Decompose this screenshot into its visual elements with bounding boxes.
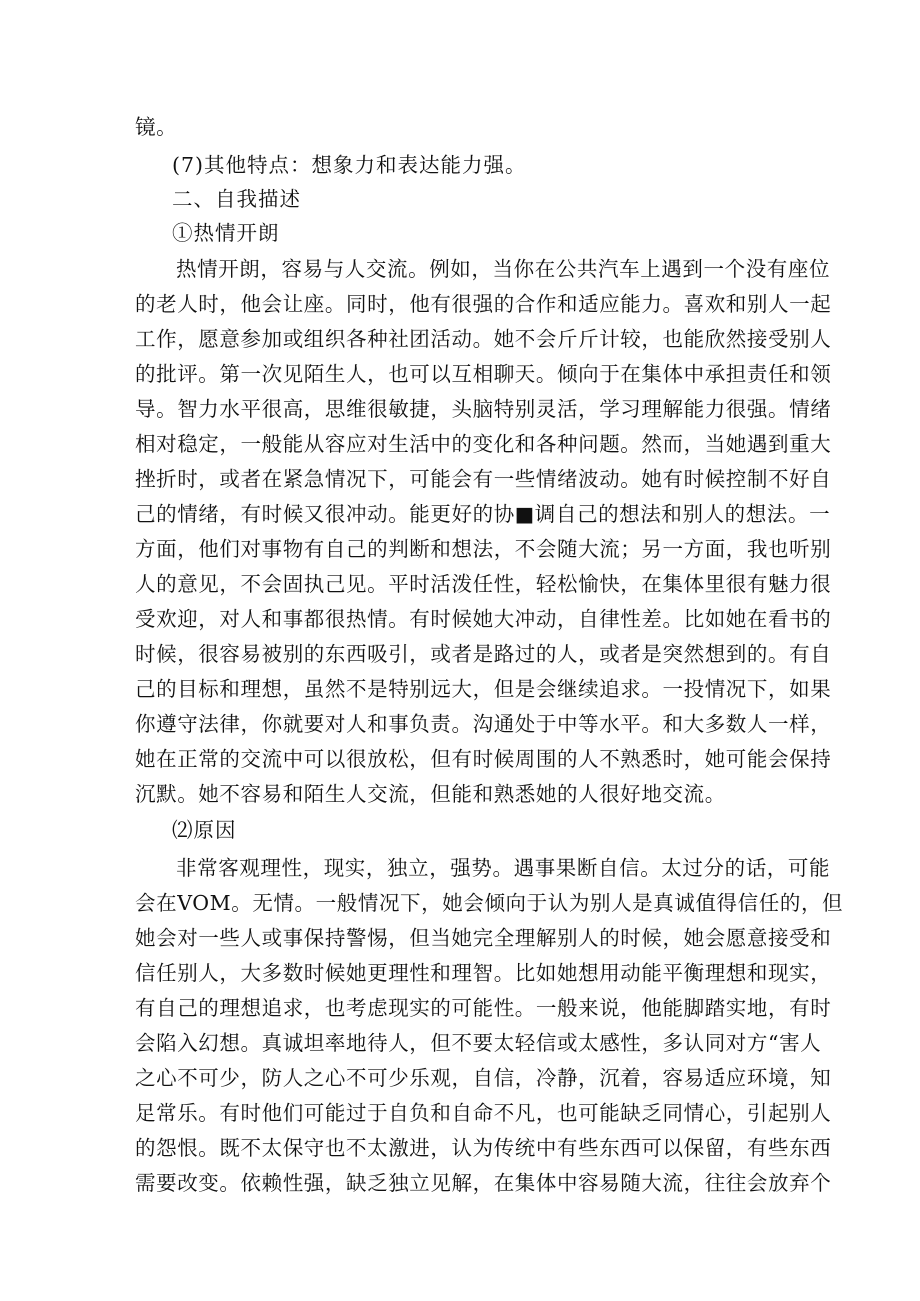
paragraph-line: 的怨恨。既不太保守也不太激进，认为传统中有些东西可以保留，有些东西 [135, 1136, 832, 1160]
paragraph-line: 热情开朗，容易与人交流。例如，当你在公共汽车上遇到一个没有座位 [176, 257, 831, 281]
section-heading: 二、自我描述 [172, 187, 301, 211]
paragraph-line: 己的情绪，有时候又很冲动。能更好的协■调自己的想法和别人的想法。一 [135, 502, 831, 526]
paragraph-line: 有自己的理想追求，也考虑现实的可能性。一般来说，他能脚踏实地，有时 [135, 996, 832, 1020]
section-item-7: (7)其他特点：想象力和表达能力强。 [172, 153, 527, 177]
paragraph-line: 会在VOM。无情。一般情况下，她会倾向于认为别人是真诚值得信任的，但 [135, 891, 844, 915]
paragraph-line: 受欢迎，对人和事都很热情。有时候她大冲动，自律性差。比如她在看书的 [135, 607, 832, 631]
paragraph-line: 工作，愿意参加或组织各种社团活动。她不会斤斤计较，也能欣然接受别人 [135, 327, 832, 351]
paragraph-line: 她在正常的交流中可以很放松，但有时候周围的人不熟悉时，她可能会保持 [135, 747, 832, 771]
paragraph-line: 信任别人，大多数时候她更理性和理智。比如她想用动能平衡理想和现实， [135, 961, 832, 985]
paragraph-line: 时候，很容易被别的东西吸引，或者是路过的人，或者是突然想到的。有自 [135, 642, 832, 666]
paragraph-line: 沉默。她不容易和陌生人交流，但能和熟悉她的人很好地交流。 [135, 782, 726, 806]
paragraph-line: 相对稳定，一般能从容应对生活中的变化和各种问题。然而，当她遇到重大 [135, 432, 832, 456]
text-line: 镜。 [135, 115, 178, 139]
paragraph-line: 她会对一些人或事保持警惕，但当她完全理解别人的时候，她会愿意接受和 [135, 926, 832, 950]
paragraph-line: 会陷入幻想。真诚坦率地待人，但不要太轻信或太感性，多认同对方“害人 [135, 1031, 822, 1055]
paragraph-line: 足常乐。有时他们可能过于自负和自命不凡，也可能缺乏同情心，引起别人 [135, 1101, 832, 1125]
paragraph-line: 人的意见，不会固执己见。平时活泼任性，轻松愉快，在集体里很有魅力很 [135, 572, 832, 596]
paragraph-line: 方面，他们对事物有自己的判断和想法，不会随大流；另一方面，我也听别 [135, 537, 832, 561]
subsection-heading: ⑵原因 [172, 818, 237, 842]
paragraph-line: 需要改变。依赖性强，缺乏独立见解，在集体中容易随大流，往往会放弃个 [135, 1171, 832, 1195]
paragraph-line: 挫折时，或者在紧急情况下，可能会有一些情绪波动。她有时候控制不好自 [135, 467, 832, 491]
paragraph-line: 己的目标和理想，虽然不是特别远大，但是会继续追求。一投情况下，如果 [135, 677, 832, 701]
paragraph-line: 非常客观理性，现实，独立，强势。遇事果断自信。太过分的话，可能 [176, 856, 831, 880]
paragraph-line: 的老人时，他会让座。同时，他有很强的合作和适应能力。喜欢和别人一起 [135, 292, 832, 316]
paragraph-line: 之心不可少，防人之心不可少乐观，自信，冷静，沉着，容易适应环境，知 [135, 1066, 832, 1090]
paragraph-line: 你遵守法律，你就要对人和事负责。沟通处于中等水平。和大多数人一样， [135, 712, 832, 736]
paragraph-line: 的批评。第一次见陌生人，也可以互相聊天。倾向于在集体中承担责任和领 [135, 362, 832, 386]
paragraph-line: 导。智力水平很高，思维很敏捷，头脑特别灵活，学习理解能力很强。情绪 [135, 397, 832, 421]
subsection-heading: ①热情开朗 [172, 221, 280, 245]
